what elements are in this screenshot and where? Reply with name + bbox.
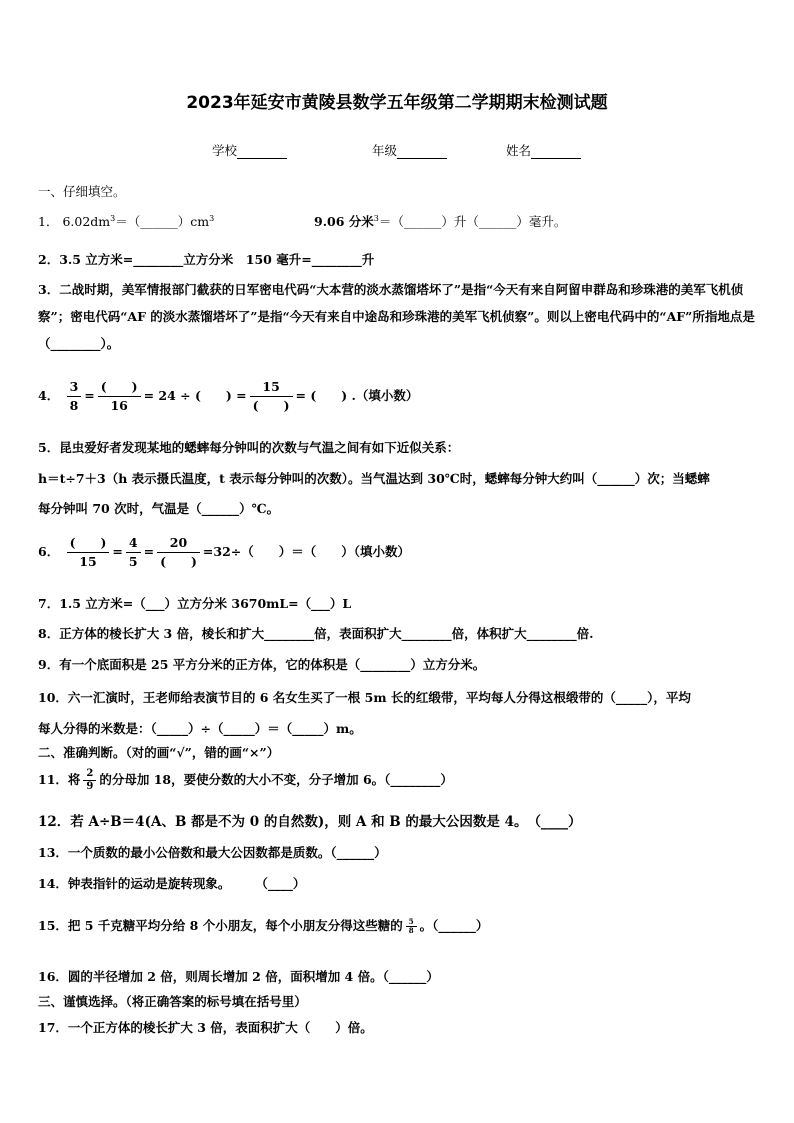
question-10-line-2: 每人分得的米数是：（_____）÷（_____）＝（_____）m。 bbox=[38, 721, 362, 736]
section-3-heading: 三、谨慎选择。（将正确答案的标号填在括号里） bbox=[38, 994, 307, 1009]
question-4 bbox=[38, 378, 418, 415]
q6-fraction-1-numerator: ( ) bbox=[67, 534, 110, 553]
q15-numerator: 5 bbox=[406, 918, 417, 927]
name-field bbox=[506, 141, 581, 159]
q6-equals: = bbox=[112, 544, 123, 559]
q4-number: 4． bbox=[38, 388, 60, 403]
question-7: 7．1.5 立方米=（___）立方分米 3670mL=（___）L bbox=[38, 596, 352, 611]
q1-superscript: 3 bbox=[110, 213, 116, 223]
q15-denominator: 8 bbox=[408, 926, 414, 935]
q1-part-a-answer: ＝（______）cm bbox=[115, 214, 210, 229]
name-blank[interactable] bbox=[531, 145, 581, 159]
question-10-line-1: 10．六一汇演时，王老师给表演节目的 6 名女生买了一根 5m 长的红缎带，平均每人分得这根缎带的（_____），平均 bbox=[38, 690, 691, 705]
q6-fraction-2 bbox=[126, 534, 141, 571]
q4-equals: = bbox=[84, 388, 95, 403]
q6-fraction-3-denominator: ( ) bbox=[160, 554, 197, 569]
grade-field bbox=[372, 141, 447, 159]
question-3: 3．二战时期，美军情报部门截获的日军密电代码“大本营的淡水蒸馏塔坏了”是指“今天有来自阿留申群岛和珍珠港的美军飞机侦察”；密电代码“AF 的淡水蒸馏塔坏了”是指“今天有来自中途岛和珍珠港的美军飞机侦察”。则以上密电代码中的“AF”所指地点是（________）。 bbox=[38, 282, 755, 351]
q1-number: 1． bbox=[38, 214, 59, 229]
q6-fraction-2-denominator: 5 bbox=[128, 554, 138, 569]
q4-fraction-1-denominator: 8 bbox=[69, 398, 79, 413]
q4-fraction-1 bbox=[67, 378, 82, 415]
question-5-line-2: h＝t÷7＋3（h 表示摄氏温度，t 表示每分钟叫的次数）。当气温达到 30℃时，蟋蟀每分钟大约叫（______）次；当蟋蟀 bbox=[38, 471, 710, 486]
q6-fraction-3 bbox=[157, 534, 200, 571]
section-2-heading: 二、准确判断。（对的画“√”，错的画“×”） bbox=[38, 745, 280, 760]
q6-tail: =32÷（ ）＝（ ）（填小数） bbox=[202, 544, 411, 559]
q1-part-b-value: 9.06 分米 bbox=[314, 214, 374, 229]
q6-fraction-1 bbox=[67, 534, 110, 571]
q4-middle: = 24 ÷ ( ) = bbox=[143, 388, 247, 403]
q11-fraction bbox=[83, 768, 96, 793]
q6-fraction-3-numerator: 20 bbox=[157, 534, 200, 553]
q4-fraction-2-numerator: ( ) bbox=[98, 378, 141, 397]
q15-suffix: 。（______） bbox=[419, 918, 489, 933]
q4-fraction-3-denominator: ( ) bbox=[252, 398, 290, 413]
grade-label: 年级 bbox=[372, 143, 398, 158]
q1-superscript-2: 3 bbox=[209, 213, 215, 223]
question-13: 13．一个质数的最小公倍数和最大公因数都是质数。（______） bbox=[38, 845, 387, 860]
question-15 bbox=[38, 916, 488, 935]
section-1-heading: 一、仔细填空。 bbox=[38, 184, 126, 199]
q1-part-b-answer: ＝（______）升（______）毫升。 bbox=[378, 214, 567, 229]
school-blank[interactable] bbox=[237, 145, 287, 159]
q4-fraction-3 bbox=[250, 378, 293, 415]
q11-numerator: 2 bbox=[83, 768, 96, 781]
school-label: 学校 bbox=[212, 143, 238, 158]
question-9: 9．有一个底面积是 25 平方分米的正方体，它的体积是（________）立方分米。 bbox=[38, 657, 486, 672]
q4-fraction-1-numerator: 3 bbox=[67, 378, 82, 397]
q11-suffix: 的分母加 18，要使分数的大小不变，分子增加 6。（________） bbox=[99, 772, 453, 787]
question-17: 17．一个正方体的棱长扩大 3 倍，表面积扩大（ ）倍。 bbox=[38, 1020, 373, 1035]
question-6 bbox=[38, 534, 410, 571]
question-14: 14．钟表指针的运动是旋转现象。 （____） bbox=[38, 876, 306, 891]
q6-number: 6． bbox=[38, 544, 60, 559]
question-1 bbox=[38, 212, 567, 230]
q1-part-b bbox=[314, 212, 566, 230]
question-2: 2．3.5 立方米=________立方分米 150 毫升=________升 bbox=[38, 252, 375, 267]
grade-blank[interactable] bbox=[397, 145, 447, 159]
name-label: 姓名 bbox=[506, 143, 532, 158]
q15-fraction bbox=[406, 918, 417, 935]
school-field bbox=[212, 141, 287, 159]
q4-fraction-3-numerator: 15 bbox=[250, 378, 293, 397]
question-8: 8．正方体的棱长扩大 3 倍，棱长和扩大________倍，表面积扩大________倍，体积扩大________倍. bbox=[38, 626, 594, 641]
q6-equals-2: = bbox=[143, 544, 155, 559]
q4-fraction-2 bbox=[98, 378, 141, 415]
q11-prefix: 11．将 bbox=[38, 772, 81, 787]
question-5-line-3: 每分钟叫 70 次时，气温是（______）℃。 bbox=[38, 501, 280, 516]
question-12: 12．若 A÷B＝4(A、B 都是不为 0 的自然数)，则 A 和 B 的最大公因数是 4。 （____） bbox=[38, 814, 582, 830]
question-11 bbox=[38, 768, 453, 793]
q1-part-a: 6.02dm bbox=[62, 214, 111, 229]
page-title: 2023年延安市黄陵县数学五年级第二学期期末检测试题 bbox=[186, 93, 608, 113]
q6-fraction-1-denominator: 15 bbox=[79, 554, 97, 569]
question-16: 16．圆的半径增加 2 倍，则周长增加 2 倍，面积增加 4 倍。（______） bbox=[38, 969, 439, 984]
q4-tail: = ( ) .（填小数） bbox=[295, 388, 419, 403]
question-5-line-1: 5．昆虫爱好者发现某地的蟋蟀每分钟叫的次数与气温之间有如下近似关系： bbox=[38, 440, 460, 455]
q15-prefix: 15．把 5 千克糖平均分给 8 个小朋友，每个小朋友分得这些糖的 bbox=[38, 918, 403, 933]
q6-fraction-2-numerator: 4 bbox=[126, 534, 141, 553]
q1-superscript-3: 3 bbox=[373, 213, 379, 223]
q11-denominator: 9 bbox=[86, 781, 94, 792]
q4-fraction-2-denominator: 16 bbox=[110, 398, 128, 413]
